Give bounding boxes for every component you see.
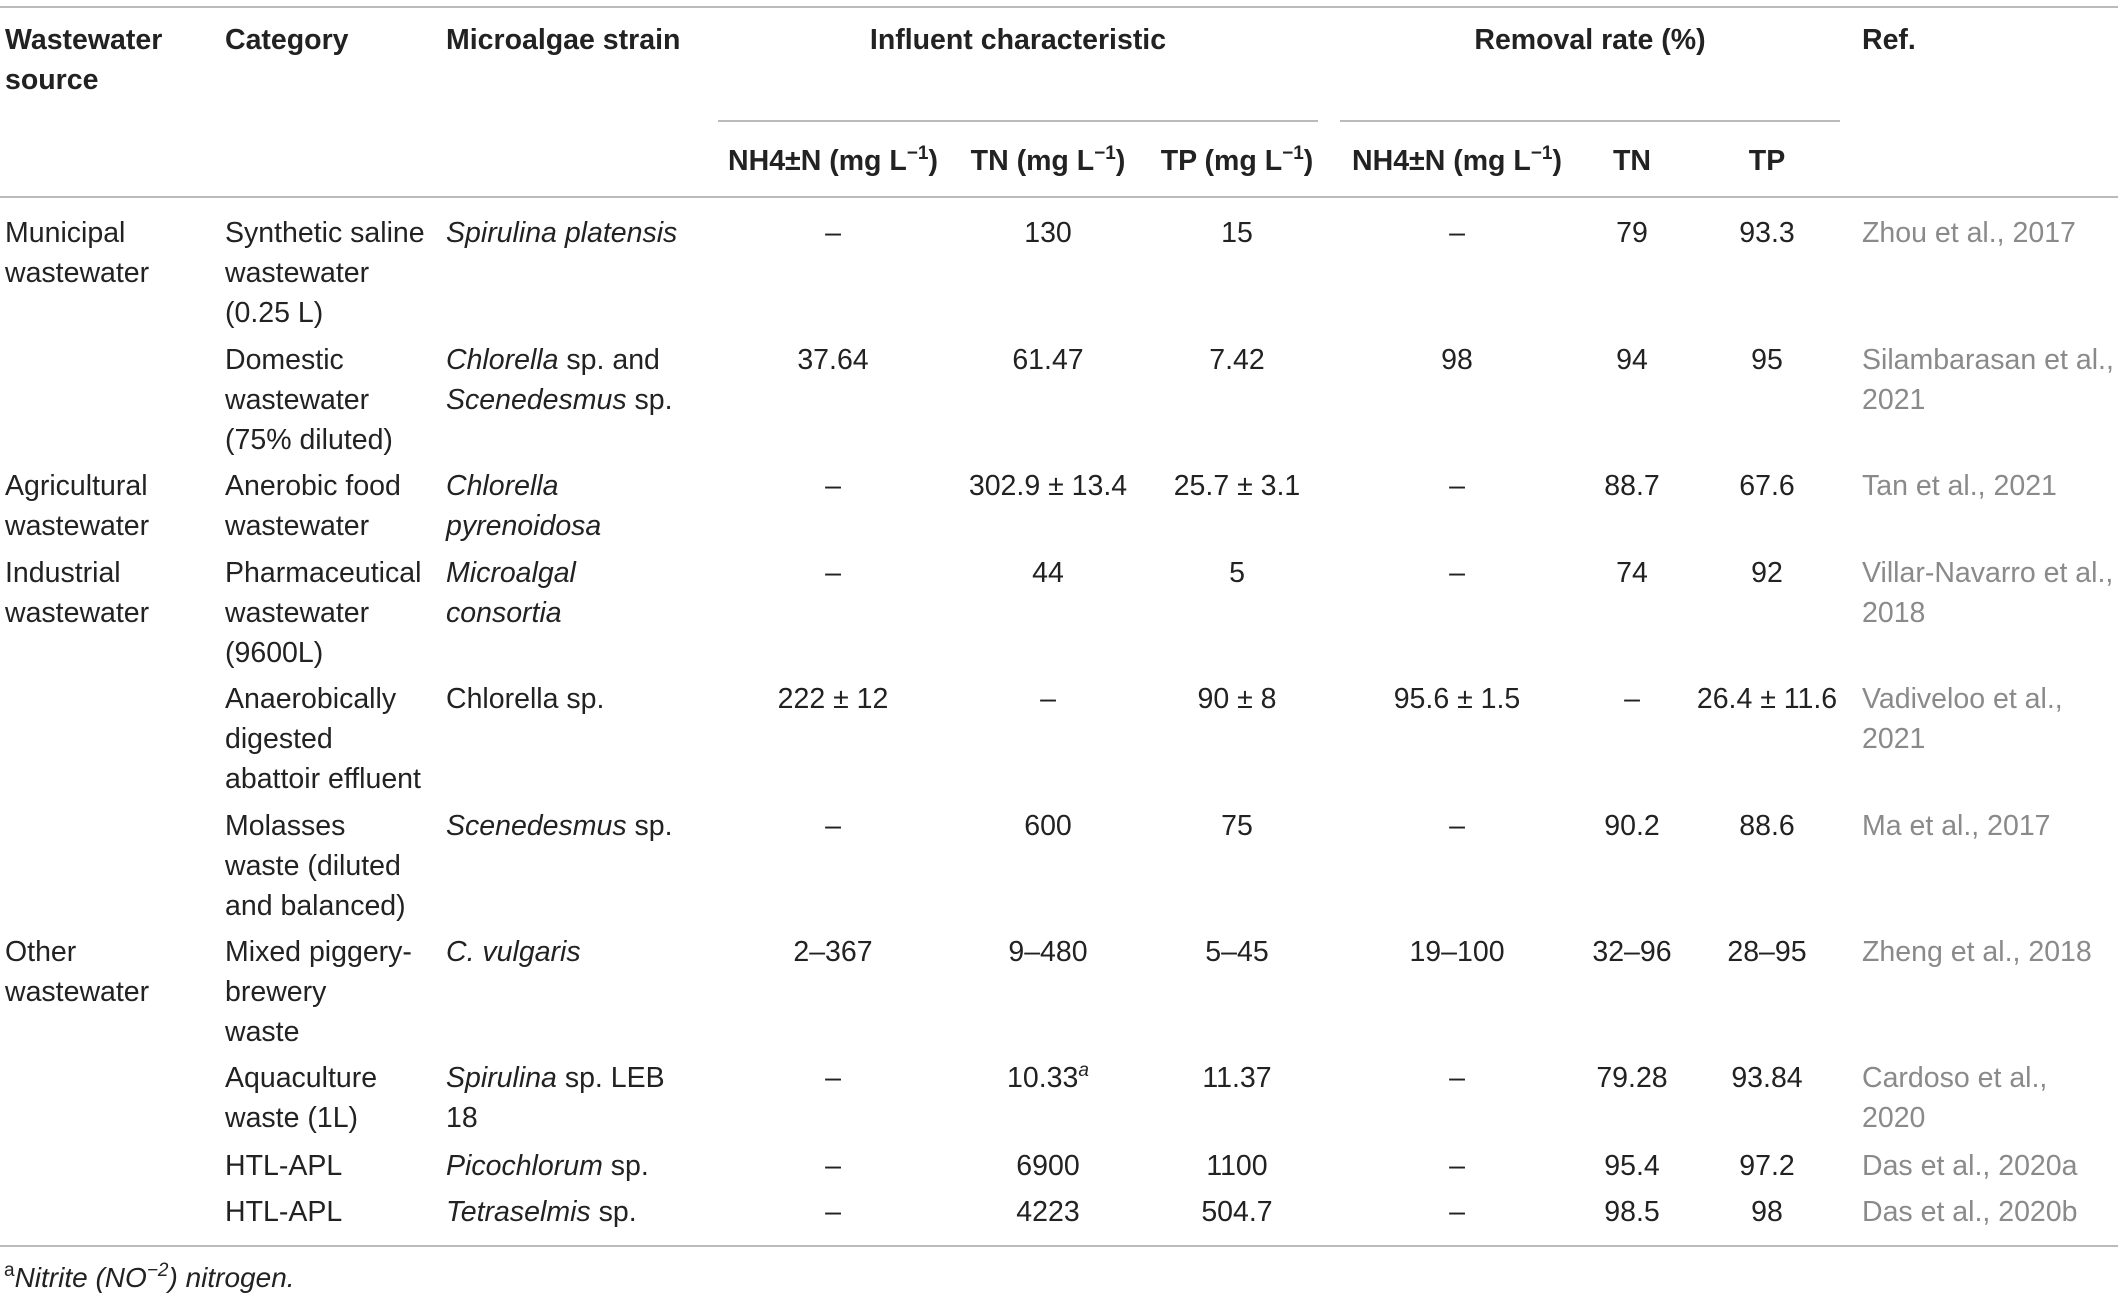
unit-close: ) [1115,145,1126,177]
strain-name-italic: C. vulgaris [446,936,581,968]
cell-microalgae-strain [446,553,576,633]
strain-line [446,340,673,380]
cell-inf-nh4 [708,553,958,593]
cell-value: – [825,1196,841,1228]
header-wastewater-source-line: Wastewater [5,24,163,56]
cell-inf-tp [1138,466,1336,506]
cell-inf-tp [1138,340,1336,380]
cell-inf-tp [1138,806,1336,846]
cell-value: – [1449,470,1465,502]
strain-line [446,593,576,633]
unit-exponent: −1 [1282,143,1304,164]
strain-line [446,932,581,972]
cell-value: 74 [1616,557,1648,589]
cell-value: – [825,810,841,842]
cell-ref[interactable] [1862,466,2057,506]
cell-rem-tn [1582,553,1682,593]
category-line: Mixed piggery- [225,936,412,968]
cell-category [225,213,425,333]
header-ref: Ref. [1862,24,1916,56]
footnote [4,1258,295,1298]
category-line: brewery [225,976,327,1008]
footnote-exponent: −2 [146,1260,169,1281]
strain-line [446,1146,649,1186]
cell-value: 1100 [1206,1150,1268,1182]
cell-inf-tn [958,1146,1138,1186]
category-line: wastewater [225,597,370,629]
cell-value: – [1449,557,1465,589]
cell-value: 15 [1221,217,1253,249]
cell-inf-nh4 [708,679,958,719]
cell-ref[interactable] [1862,340,2114,420]
cell-rem-tn [1582,806,1682,846]
cell-rem-nh4 [1332,679,1582,719]
strain-line [446,466,601,506]
cell-value: 95.6 ± 1.5 [1393,683,1521,715]
cell-microalgae-strain [446,806,673,846]
cell-value: 19–100 [1409,936,1505,968]
strain-name-italic: Microalgal [446,557,576,589]
cell-inf-nh4 [708,1146,958,1186]
header-microalgae-strain: Microalgae strain [446,24,681,56]
category-line: wastewater [225,257,370,289]
cell-value: – [825,557,841,589]
cell-value: – [1624,683,1640,715]
cell-value: – [825,1062,841,1094]
cell-wastewater-source [5,466,149,546]
cell-value: 2–367 [793,936,873,968]
category-line: Molasses [225,810,346,842]
cell-ref[interactable] [1862,1146,2077,1186]
cell-value: 44 [1032,557,1064,589]
cell-wastewater-source [5,553,149,633]
cell-microalgae-strain [446,213,677,253]
cell-value: 61.47 [1012,344,1084,376]
cell-inf-tp [1138,932,1336,972]
source-line: wastewater [5,510,150,542]
cell-value: – [1449,1196,1465,1228]
category-line: HTL-APL [225,1150,343,1182]
ref-line: Tan et al., 2021 [1862,470,2057,502]
cell-inf-tn [958,1192,1138,1232]
ref-line: Das et al., 2020a [1862,1150,2078,1182]
cell-value: 37.64 [797,344,869,376]
cell-inf-tn [958,213,1138,253]
cell-value: – [825,470,841,502]
cell-value: 67.6 [1739,470,1795,502]
cell-ref[interactable] [1862,213,2076,253]
cell-inf-nh4 [708,213,958,253]
cell-rem-nh4 [1332,1192,1582,1232]
cell-rem-tn [1582,1192,1682,1232]
category-line: Anaerobically [225,683,397,715]
cell-value: 130 [1024,217,1072,249]
subheader-label: NH4±N (mg L [1352,145,1531,177]
cell-value: 600 [1024,810,1072,842]
subheader-influent-tn [958,141,1138,181]
header-influent-characteristic: Influent characteristic [869,24,1167,56]
removal-underline [1340,120,1840,122]
cell-value: 90.2 [1604,810,1660,842]
cell-inf-tp [1138,1192,1336,1232]
cell-value: 302.9 ± 13.4 [968,470,1128,502]
category-line: Anerobic food [225,470,401,502]
cell-microalgae-strain [446,340,673,420]
strain-name-italic: Chlorella [446,344,559,376]
strain-line [446,1058,665,1098]
strain-line [446,1192,637,1232]
subheader-label: TN (mg L [970,145,1095,177]
ref-line: 2020 [1862,1102,1926,1134]
cell-inf-tn [958,553,1138,593]
cell-inf-tp [1138,1146,1336,1186]
subheader-label: NH4±N (mg L [728,145,907,177]
category-line: waste (diluted [225,850,401,882]
cell-value: 98 [1751,1196,1783,1228]
strain-line [446,506,601,546]
header-wastewater-source [5,20,162,100]
cell-rem-tp [1682,1146,1852,1186]
cell-inf-nh4 [708,1192,958,1232]
subheader-removal-nh4 [1332,141,1582,181]
category-line: wastewater [225,384,370,416]
strain-text: sp. LEB [556,1062,665,1094]
strain-text: sp. and [558,344,660,376]
cell-rem-nh4 [1332,553,1582,593]
strain-line [446,1098,665,1138]
cell-value: 92 [1751,557,1783,589]
cell-rem-tn [1582,932,1682,972]
category-line: wastewater [225,510,370,542]
ref-line: Vadiveloo et al., [1862,683,2063,715]
cell-value: – [1040,683,1056,715]
strain-line [446,679,604,719]
cell-inf-tp [1138,213,1336,253]
strain-text: 18 [446,1102,478,1134]
strain-name-italic: pyrenoidosa [446,510,602,542]
cell-category [225,340,393,460]
source-line: Municipal [5,217,126,249]
cell-category [225,932,412,1052]
strain-text: Chlorella sp. [446,683,605,715]
cell-rem-tp [1682,679,1852,719]
influent-underline [718,120,1318,122]
cell-value: – [1449,810,1465,842]
cell-inf-nh4 [708,806,958,846]
cell-value: 79 [1616,217,1648,249]
cell-value: 95.4 [1604,1150,1660,1182]
strain-line [446,553,576,593]
cell-value: 75 [1221,810,1253,842]
cell-category [225,1146,342,1186]
cell-value: 98.5 [1604,1196,1660,1228]
cell-inf-tp [1138,679,1336,719]
strain-name-italic: Spirulina [446,1062,557,1094]
strain-name-italic: Spirulina platensis [446,217,678,249]
cell-value: 79.28 [1596,1062,1668,1094]
cell-value: – [1449,1062,1465,1094]
ref-line: Ma et al., 2017 [1862,810,2051,842]
cell-wastewater-source [5,932,149,1012]
category-line: (0.25 L) [225,297,324,329]
ref-line: Das et al., 2020b [1862,1196,2078,1228]
ref-line: 2021 [1862,384,1926,416]
subheader-removal-tn: TN [1613,145,1651,177]
category-line: Domestic [225,344,344,376]
strain-line [446,380,673,420]
cell-value: 504.7 [1201,1196,1273,1228]
cell-ref[interactable] [1862,1058,2047,1138]
category-line: (75% diluted) [225,424,393,456]
cell-rem-tp [1682,1192,1852,1232]
table-top-rule [0,6,2118,8]
cell-value: 10.33 [1007,1062,1079,1094]
cell-wastewater-source [5,213,149,293]
cell-value: 6900 [1016,1150,1080,1182]
cell-value: 5–45 [1205,936,1269,968]
source-line: Agricultural [5,470,148,502]
cell-inf-tp [1138,553,1336,593]
cell-inf-tn [958,466,1138,506]
cell-category [225,1058,377,1138]
unit-exponent: −1 [906,143,929,164]
cell-microalgae-strain [446,1146,649,1186]
cell-inf-tp [1138,1058,1336,1098]
unit-close: ) [928,145,938,177]
ref-line: Zhou et al., 2017 [1862,217,2076,249]
subheader-label: TP (mg L [1160,145,1283,177]
strain-line [446,213,677,253]
category-line: Aquaculture [225,1062,378,1094]
cell-value: 93.84 [1731,1062,1803,1094]
cell-rem-tn [1582,466,1682,506]
cell-microalgae-strain [446,679,604,719]
cell-value: 93.3 [1739,217,1795,249]
ref-line: 2018 [1862,597,1926,629]
cell-microalgae-strain [446,466,601,546]
cell-ref[interactable] [1862,553,2113,633]
cell-rem-nh4 [1332,213,1582,253]
source-line: Industrial [5,557,121,589]
cell-category [225,553,421,673]
category-line: digested [225,723,333,755]
footnote-text: Nitrite (NO [14,1262,147,1293]
cell-rem-nh4 [1332,932,1582,972]
cell-value: 9–480 [1008,936,1088,968]
source-line: wastewater [5,257,150,289]
cell-inf-nh4 [708,340,958,380]
cell-microalgae-strain [446,1192,637,1232]
cell-category [225,1192,342,1232]
cell-category [225,466,401,546]
cell-inf-tn [958,806,1138,846]
cell-value: 97.2 [1739,1150,1795,1182]
cell-rem-tn [1582,1058,1682,1098]
category-line: HTL-APL [225,1196,343,1228]
ref-line: 2021 [1862,723,1926,755]
cell-rem-tp [1682,1058,1852,1098]
cell-rem-tn [1582,679,1682,719]
cell-value: 11.37 [1202,1062,1272,1094]
cell-ref[interactable] [1862,932,2092,972]
cell-value: 88.7 [1604,470,1660,502]
cell-rem-tn [1582,213,1682,253]
category-line: (9600L) [225,637,324,669]
cell-value: 26.4 ± 11.6 [1696,683,1838,715]
strain-name-italic: Picochlorum [446,1150,603,1182]
strain-name-italic: Scenedesmus [446,384,627,416]
cell-inf-nh4 [708,466,958,506]
category-line: Synthetic saline [225,217,425,249]
unit-exponent: −1 [1530,143,1553,164]
cell-value: – [1449,217,1465,249]
subheader-influent-nh4 [708,141,958,181]
strain-text: sp. [590,1196,637,1228]
cell-inf-nh4 [708,932,958,972]
source-line: Other [5,936,77,968]
cell-value: 222 ± 12 [777,683,889,715]
cell-value: 7.42 [1209,344,1265,376]
unit-exponent: −1 [1094,143,1116,164]
cell-inf-tn [958,679,1138,719]
cell-category [225,679,421,799]
cell-rem-tp [1682,340,1852,380]
header-wastewater-source-line: source [5,64,99,96]
table-bottom-rule [0,1245,2118,1247]
cell-rem-nh4 [1332,806,1582,846]
cell-category [225,806,406,926]
footnote-text-end: ) nitrogen. [168,1262,295,1293]
strain-name-italic: Scenedesmus [446,810,627,842]
strain-line [446,806,673,846]
cell-value: – [825,1150,841,1182]
unit-close: ) [1303,145,1314,177]
category-line: abattoir effluent [225,763,421,795]
category-line: and balanced) [225,890,406,922]
header-bottom-rule [0,196,2118,198]
cell-rem-tp [1682,932,1852,972]
cell-ref[interactable] [1862,806,2051,846]
cell-value: 94 [1616,344,1648,376]
header-category: Category [225,24,349,56]
cell-rem-tn [1582,1146,1682,1186]
cell-inf-tn [958,932,1138,972]
cell-value: 25.7 ± 3.1 [1173,470,1301,502]
footnote-marker: a [4,1260,15,1281]
header-removal-rate: Removal rate (%) [1474,24,1706,56]
cell-value: 5 [1229,557,1245,589]
source-line: wastewater [5,976,150,1008]
cell-microalgae-strain [446,1058,665,1138]
unit-close: ) [1552,145,1562,177]
category-line: waste [225,1016,300,1048]
cell-inf-nh4 [708,1058,958,1098]
category-line: waste (1L) [225,1102,359,1134]
ref-line: Silambarasan et al., [1862,344,2114,376]
cell-value: 95 [1751,344,1783,376]
cell-rem-nh4 [1332,466,1582,506]
cell-rem-tp [1682,466,1852,506]
cell-value: 4223 [1016,1196,1080,1228]
strain-name-italic: consortia [446,597,562,629]
cell-value: 90 ± 8 [1197,683,1277,715]
ref-line: Zheng et al., 2018 [1862,936,2092,968]
footnote-marker-ref: a [1078,1060,1089,1081]
cell-value: 98 [1441,344,1473,376]
cell-inf-tn [958,340,1138,380]
cell-rem-nh4 [1332,340,1582,380]
cell-inf-tn [958,1058,1138,1098]
source-line: wastewater [5,597,150,629]
category-line: Pharmaceutical [225,557,422,589]
cell-ref[interactable] [1862,679,2063,759]
cell-rem-tp [1682,553,1852,593]
cell-value: 28–95 [1727,936,1807,968]
cell-rem-nh4 [1332,1058,1582,1098]
strain-name-italic: Chlorella [446,470,559,502]
cell-rem-tp [1682,213,1852,253]
cell-microalgae-strain [446,932,581,972]
cell-value: – [825,217,841,249]
strain-name-italic: Tetraselmis [446,1196,591,1228]
ref-line: Villar-Navarro et al., [1862,557,2114,589]
cell-rem-tn [1582,340,1682,380]
cell-value: 88.6 [1739,810,1795,842]
subheader-influent-tp [1138,141,1336,181]
cell-ref[interactable] [1862,1192,2077,1232]
subheader-removal-tp: TP [1748,145,1786,177]
cell-rem-nh4 [1332,1146,1582,1186]
cell-value: 32–96 [1592,936,1672,968]
strain-text: sp. [626,384,673,416]
cell-rem-tp [1682,806,1852,846]
ref-line: Cardoso et al., [1862,1062,2048,1094]
strain-text: sp. [602,1150,649,1182]
strain-text: sp. [626,810,673,842]
cell-value: – [1449,1150,1465,1182]
